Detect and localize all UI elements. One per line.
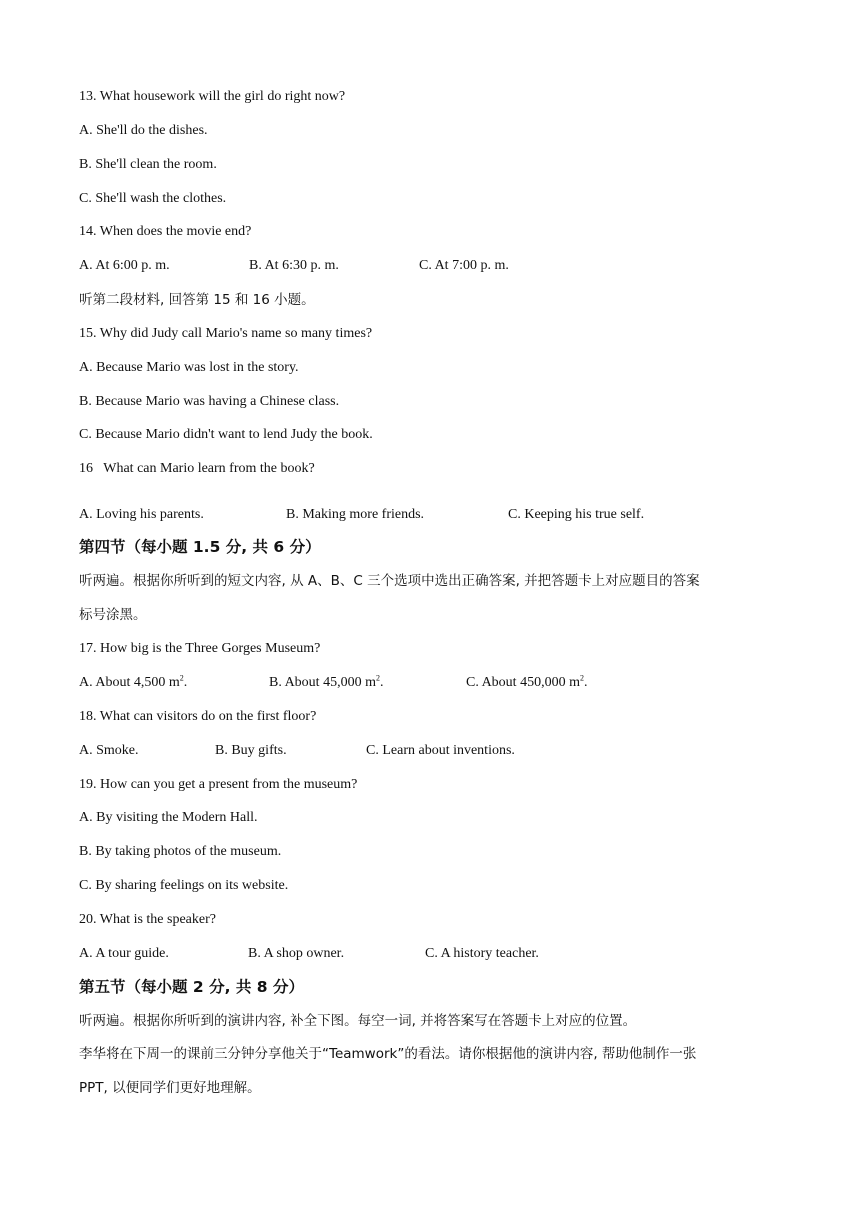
q14-option-b: B. At 6:30 p. m. <box>249 258 339 273</box>
question-16: 16 What can Mario learn from the book? <box>79 461 315 476</box>
q13-option-c: C. She'll wash the clothes. <box>79 191 227 206</box>
q16-option-a: A. Loving his parents. <box>79 507 204 522</box>
question-18: 18. What can visitors do on the first floor? <box>79 709 317 724</box>
q17-option-b: B. About 45,000 $m^2$. <box>269 673 384 690</box>
q17-option-a: A. About 4,500 $m^2$. <box>79 673 188 690</box>
q19-option-a: A. By visiting the Modern Hall. <box>79 810 258 825</box>
question-20: 20. What is the speaker? <box>79 912 216 927</box>
q16-option-c: C. Keeping his true self. <box>508 507 645 522</box>
q19-option-b: B. By taking photos of the museum. <box>79 844 282 859</box>
section-5-instructions-line-1: 听两遍。根据你所听到的演讲内容, 补全下图。每空一词, 并将答案写在答题卡上对应的位置。 <box>79 1013 637 1029</box>
q19-option-c: C. By sharing feelings on its website. <box>79 878 289 893</box>
passage-2-intro: 听第二段材料, 回答第 15 和 16 小题。 <box>79 292 315 308</box>
q17-option-c: C. About 450,000 $m^2$. <box>466 673 588 690</box>
question-17: 17. How big is the Three Gorges Museum? <box>79 641 321 656</box>
section-4-instructions-line-2: 标号涂黑。 <box>79 607 147 623</box>
q20-option-a: A. A tour guide. <box>79 946 169 961</box>
q18-option-a: A. Smoke. <box>79 743 139 758</box>
question-19: 19. How can you get a present from the museum? <box>79 777 358 792</box>
q20-option-b: B. A shop owner. <box>248 946 345 961</box>
question-14: 14. When does the movie end? <box>79 224 252 239</box>
section-5-heading: 第五节（每小题 2 分, 共 8 分） <box>79 978 304 996</box>
q14-option-a: A. At 6:00 p. m. <box>79 258 170 273</box>
q14-option-c: C. At 7:00 p. m. <box>419 258 509 273</box>
q16-option-b: B. Making more friends. <box>286 507 425 522</box>
q18-option-b: B. Buy gifts. <box>215 743 287 758</box>
q18-option-c: C. Learn about inventions. <box>366 743 515 758</box>
q15-option-a: A. Because Mario was lost in the story. <box>79 360 299 375</box>
question-15: 15. Why did Judy call Mario's name so many times? <box>79 326 373 341</box>
section-4-heading: 第四节（每小题 1.5 分, 共 6 分） <box>79 538 321 556</box>
section-4-instructions-line-1: 听两遍。根据你所听到的短文内容, 从 A、B、C 三个选项中选出正确答案, 并把答题卡上对应题目的答案 <box>79 573 700 589</box>
section-5-instructions-line-2: 李华将在下周一的课前三分钟分享他关于“Teamwork”的看法。请你根据他的演讲内容, 帮助他制作一张 <box>79 1046 697 1062</box>
q15-option-c: C. Because Mario didn't want to lend Judy the book. <box>79 427 373 442</box>
question-13: 13. What housework will the girl do right now? <box>79 89 346 104</box>
q13-option-b: B. She'll clean the room. <box>79 157 217 172</box>
section-5-instructions-line-3: PPT, 以便同学们更好地理解。 <box>79 1080 261 1096</box>
q13-option-a: A. She'll do the dishes. <box>79 123 208 138</box>
q20-option-c: C. A history teacher. <box>425 946 539 961</box>
q15-option-b: B. Because Mario was having a Chinese class. <box>79 394 340 409</box>
